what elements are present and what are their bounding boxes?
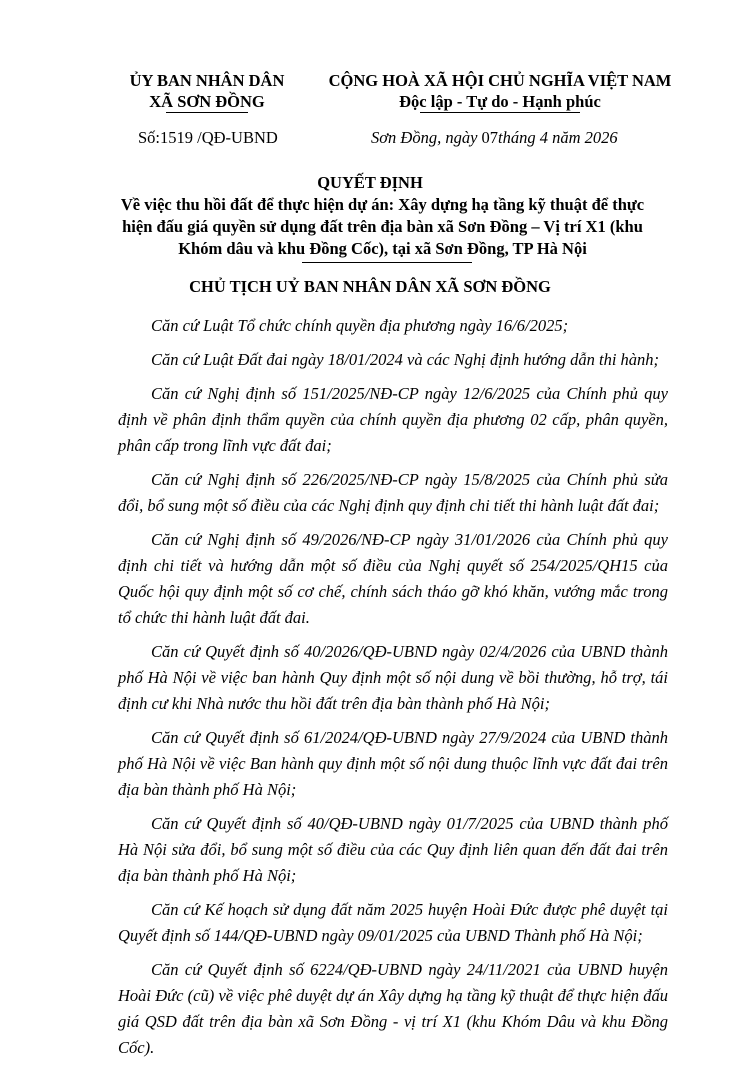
motto-text: Độc lập - Tự do - Hạnh phúc <box>399 92 601 111</box>
legal-basis-item: Căn cứ Luật Đất đai ngày 18/01/2024 và các Nghị định hướng dẫn thi hành; <box>151 350 660 369</box>
legal-basis-item: Căn cứ Kế hoạch sử dụng đất năm 2025 huyện Hoài Đức được phê duyệt tại Quyết định số 144/QĐ-UBND ngày 09/01/2025 của UBND Thành phố Hà Nội; <box>118 900 668 945</box>
legal-basis-item: Căn cứ Nghị định số 49/2026/NĐ-CP ngày 31/01/2026 của Chính phủ quy định chi tiết và hướng dẫn một số điều của Nghị quyết số 254/2025/QH15 của Quốc hội quy định một số cơ chế, chính sách tháo gỡ khó khăn, vướng mắc trong tổ chức thi hành luật đất đai. <box>118 530 668 627</box>
legal-basis-item: Căn cứ Quyết định số 6224/QĐ-UBND ngày 24/11/2021 của UBND huyện Hoài Đức (cũ) về việc phê duyệt dự án Xây dựng hạ tầng kỹ thuật để thực hiện đấu giá QSD đất trên địa bàn xã Sơn Đồng - vị trí X1 (khu Khóm Dâu và khu Đồng Cốc). <box>118 960 668 1057</box>
legal-basis-item: Căn cứ Nghị định số 226/2025/NĐ-CP ngày 15/8/2025 của Chính phủ sửa đổi, bổ sung một số điều của các Nghị định quy định chi tiết thi hành luật đất đai; <box>118 470 668 515</box>
issuing-agency <box>112 70 302 113</box>
place-date-suffix: tháng 4 năm 2026 <box>498 128 618 147</box>
place-date-prefix: Sơn Đồng, ngày <box>371 128 482 147</box>
document-title: QUYẾT ĐỊNH <box>317 173 423 192</box>
country-name: CỘNG HOÀ XÃ HỘI CHỦ NGHĨA VIỆT NAM <box>328 71 672 90</box>
legal-basis-item: Căn cứ Quyết định số 40/QĐ-UBND ngày 01/7/2025 của UBND thành phố Hà Nội sửa đổi, bổ sung một số điều của các Quy định liên quan đến đất đai trên địa bàn thành phố Hà Nội; <box>118 814 668 885</box>
legal-bases <box>118 313 668 1069</box>
subject-underline <box>302 262 472 263</box>
legal-basis-item: Căn cứ Luật Tổ chức chính quyền địa phương ngày 16/6/2025; <box>151 316 569 335</box>
national-motto <box>300 70 700 113</box>
place-and-date <box>371 128 618 148</box>
issuing-authority: CHỦ TỊCH UỶ BAN NHÂN DÂN XÃ SƠN ĐỒNG <box>189 277 551 296</box>
document-number: Số:1519 /QĐ-UBND <box>138 128 278 147</box>
legal-basis-item: Căn cứ Quyết định số 40/2026/QĐ-UBND ngày 02/4/2026 của UBND thành phố Hà Nội về việc ban hành Quy định một số nội dung về bồi thường, hỗ trợ, tái định cư khi Nhà nước thu hồi đất trên địa bàn thành phố Hà Nội; <box>118 642 668 713</box>
legal-basis-item: Căn cứ Quyết định số 61/2024/QĐ-UBND ngày 27/9/2024 của UBND thành phố Hà Nội về việc Ban hành quy định một số nội dung thuộc lĩnh vực đất đai trên địa bàn thành phố Hà Nội; <box>118 728 668 799</box>
document-subject: Về việc thu hồi đất để thực hiện dự án: Xây dựng hạ tầng kỹ thuật để thực hiện đấu giá quyền sử dụng đất trên địa bàn xã Sơn Đồng – Vị trí X1 (khu Khóm dâu và khu Đồng Cốc), tại xã Sơn Đồng, TP Hà Nội <box>120 195 645 258</box>
agency-commune: XÃ SƠN ĐỒNG <box>149 92 265 111</box>
motto-underline <box>420 112 580 113</box>
agency-name: ỦY BAN NHÂN DÂN <box>129 71 285 90</box>
legal-basis-item: Căn cứ Nghị định số 151/2025/NĐ-CP ngày 12/6/2025 của Chính phủ quy định về phân định thẩm quyền của chính quyền địa phương 02 cấp, phân quyền, phân cấp trong lĩnh vực đất đai; <box>118 384 668 455</box>
agency-underline <box>166 112 248 113</box>
place-date-day: 07 <box>481 128 499 147</box>
